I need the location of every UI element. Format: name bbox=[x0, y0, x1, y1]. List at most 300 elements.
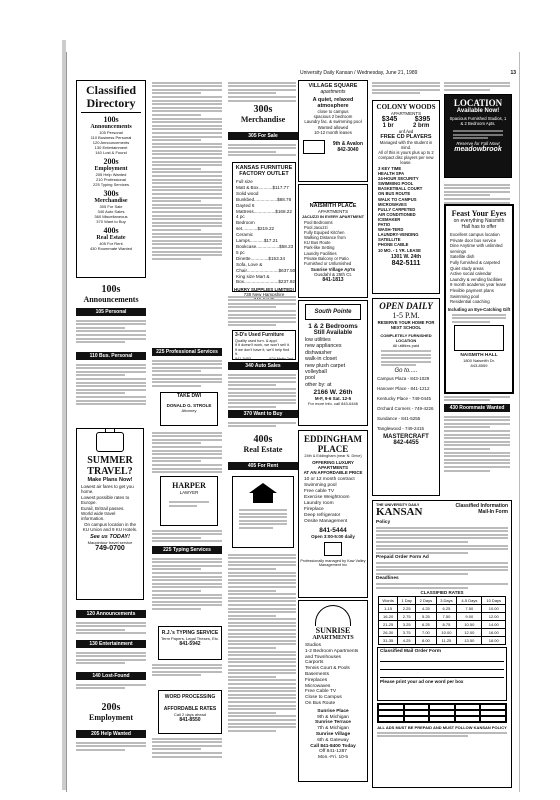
vs-line1: VILLAGE SQUARE bbox=[308, 83, 358, 89]
prof-text bbox=[152, 358, 222, 388]
sr-line4: 9th & Michigan bbox=[317, 714, 349, 720]
rates-cell: 7.50 bbox=[436, 613, 457, 621]
col6-text-top bbox=[444, 80, 510, 92]
cw-item: WASH-TERD bbox=[378, 227, 404, 233]
summer-phone: 749-0700 bbox=[95, 544, 125, 552]
word-grid[interactable] bbox=[377, 703, 507, 723]
page-number: 13 bbox=[510, 70, 516, 76]
kf-item: Full size bbox=[236, 179, 253, 184]
sr-line2: APARTMENTS bbox=[312, 635, 354, 641]
nh-item: 9 month academic year lease bbox=[450, 282, 507, 288]
nh-item: Dine Anytime with unlimited servings bbox=[450, 243, 503, 254]
kansan-line4: Mail-In Form bbox=[478, 509, 508, 515]
nh-line6: 843-8559 bbox=[470, 362, 488, 368]
ed-line9: Professionally managed by Kaw Valley Management Inc bbox=[300, 559, 366, 567]
col2-text-low2 bbox=[152, 662, 222, 678]
nh-item: Private door bus service bbox=[450, 237, 497, 243]
eddingham-ad bbox=[298, 430, 368, 598]
nh-item: Swimming pool bbox=[450, 293, 480, 299]
cw-item: PHONE CABLE bbox=[378, 242, 409, 248]
real-estate-heading bbox=[228, 434, 298, 454]
col2-text-low bbox=[152, 528, 222, 544]
help-bar: 205 Help Wanted bbox=[76, 730, 146, 738]
col3-text-mid bbox=[228, 294, 296, 328]
summer-travel-ad bbox=[76, 428, 144, 600]
forsale-text bbox=[228, 142, 296, 158]
kf-item: Matt & Box...........$117.77 bbox=[236, 184, 289, 190]
summer-campus: On campus location in the KU Union and 9 KU Hotels. bbox=[82, 521, 138, 533]
rates-cell: 2.25 bbox=[398, 605, 416, 613]
heading-label: Real Estate bbox=[243, 445, 283, 454]
directory-title-1: Classified bbox=[85, 83, 136, 97]
deadlines-label: Deadlines bbox=[376, 576, 399, 582]
np-item: Park-like Setting bbox=[304, 245, 335, 251]
mail-order-box bbox=[377, 647, 507, 701]
directory-item: 340 Auto Sales bbox=[97, 209, 125, 214]
form-footer: ALL ADS MUST BE PREPAID AND MUST FOLLOW KANSAN POLICY bbox=[377, 725, 507, 731]
naismith-hall-ad bbox=[444, 204, 514, 394]
nh-item: Laundry & vending facilities bbox=[450, 276, 503, 282]
sr-item: Studios bbox=[305, 643, 321, 648]
vs-line7: Wanted allowed bbox=[317, 124, 349, 130]
vs-line5: spacious 2 bedroom bbox=[313, 114, 353, 120]
ed-item: Swimming pool bbox=[304, 483, 337, 488]
ed-item: Laundry room bbox=[304, 501, 334, 506]
nh-line3: Including an Eye-Catching Gift bbox=[447, 306, 511, 312]
ann120-text bbox=[76, 620, 146, 636]
wp-line3: Call 2 days ahead bbox=[173, 712, 207, 717]
kf-item: Bunkbed..................$88.76 bbox=[236, 196, 292, 202]
od-location: Hanover Place - 841-1212 bbox=[377, 386, 430, 392]
od-line2: 1-5 P.M. bbox=[392, 311, 420, 320]
cw-item: ON BUS ROUTE bbox=[378, 191, 411, 197]
ed-line1: EDDINGHAM bbox=[304, 434, 362, 444]
directory-item: 305 For Sale bbox=[99, 204, 123, 209]
rates-cell: 3.25 bbox=[398, 621, 416, 629]
rates-title: CLASSIFIED RATES bbox=[420, 590, 464, 596]
sr-item: 1-2 Bedroom Apartments and Townhouses bbox=[305, 648, 359, 660]
od-line5: All utilities paid bbox=[392, 343, 420, 348]
rjs-line1: R.J.'s TYPING SERVICE bbox=[161, 630, 219, 636]
open-daily-ad bbox=[372, 298, 440, 496]
sr-line7: Sunrise Village bbox=[315, 731, 351, 737]
rates-header-cell: 3 Days bbox=[436, 597, 457, 605]
group-name: Real Estate bbox=[96, 235, 126, 241]
south-pointe-ad bbox=[298, 300, 368, 426]
sp-line2: 1 & 2 Bedrooms bbox=[308, 323, 358, 330]
harper-line1: HARPER bbox=[172, 481, 206, 490]
kansan-line3: Classified Information bbox=[455, 503, 508, 509]
ed-item: Fireplace bbox=[304, 507, 324, 512]
directory-group bbox=[77, 115, 145, 251]
rates-cell: 8.00 bbox=[416, 637, 437, 645]
nh-line4: NAISMITH HALL bbox=[460, 352, 498, 358]
directory-item: 225 Typing Services bbox=[93, 182, 129, 187]
sr-line1: SUNRISE bbox=[315, 626, 351, 635]
ed-line4: OFFERING LUXURY bbox=[312, 460, 354, 465]
heading-number: 300s bbox=[253, 104, 273, 115]
word-box[interactable] bbox=[455, 716, 481, 722]
vs-line9: 9th & Avalon bbox=[332, 141, 364, 148]
summer-title-2: TRAVEL? bbox=[87, 466, 133, 477]
rates-cell: 14.00 bbox=[482, 621, 506, 629]
word-box[interactable] bbox=[378, 716, 404, 722]
lost-text bbox=[76, 682, 146, 691]
summer-sub: Make Plans Now! bbox=[87, 477, 133, 483]
auto-text bbox=[228, 372, 296, 410]
ent130-text bbox=[76, 650, 146, 666]
cw-price-1: $345 bbox=[381, 116, 398, 123]
uf-address: 624 Ninth 2nd bbox=[269, 356, 293, 361]
rates-cell: 16-20 bbox=[379, 613, 398, 621]
cw-item: ICEMAKER bbox=[378, 216, 401, 222]
rates-cell: 1-15 bbox=[379, 605, 398, 613]
sp-item: volleyball bbox=[305, 369, 327, 376]
ann120-bar: 120 Announcements bbox=[76, 610, 146, 618]
sr-item: Tennis Court & Pools bbox=[305, 666, 350, 672]
merchandise-heading bbox=[228, 104, 298, 124]
directory-item: 105 Personal bbox=[99, 130, 123, 135]
rates-row bbox=[379, 605, 506, 613]
kf-item: Sofa, Love & bbox=[236, 261, 263, 267]
group-name: Employment bbox=[94, 166, 128, 172]
rates-cell: 4.25 bbox=[416, 605, 437, 613]
employment-heading bbox=[76, 702, 146, 722]
help-text bbox=[76, 740, 146, 752]
od-line8: 842-4455 bbox=[393, 440, 419, 447]
rates-cell: 26-30 bbox=[379, 629, 398, 637]
rates-header-cell: 2 Days bbox=[416, 597, 437, 605]
summer-agency: Maupintour travel service bbox=[87, 539, 133, 545]
group-number: 400s bbox=[103, 226, 119, 235]
heading-number: 100s bbox=[101, 284, 121, 295]
mail-order-title: Classified Mail Order Form bbox=[380, 649, 442, 655]
wp-line4: 841-8550 bbox=[179, 717, 201, 723]
trees-icon bbox=[313, 188, 353, 203]
cw-item: HEALTH SPA bbox=[378, 171, 405, 177]
sr-line8: 6th & Gateway bbox=[317, 737, 349, 743]
np-item: Pool Jacuzzi bbox=[304, 225, 328, 231]
ent130-bar: 130 Entertainment bbox=[76, 640, 146, 648]
col2-text-mid bbox=[152, 430, 222, 475]
rates-cell: 3.75 bbox=[398, 629, 416, 637]
harper-line2: LAWYER bbox=[179, 490, 199, 495]
rates-cell: 10.50 bbox=[457, 621, 482, 629]
cw-bed-1: 1 br bbox=[382, 123, 394, 129]
sun-icon bbox=[315, 605, 351, 626]
kf-item: Ceramic Lamps...........$17.21 bbox=[236, 232, 278, 244]
typing-bar: 225 Typing Services bbox=[152, 546, 222, 554]
directory-item: 130 Entertainment bbox=[94, 145, 128, 150]
vs-line4: close to campus bbox=[317, 109, 349, 114]
np-item: Pool Bedrooms bbox=[304, 220, 333, 225]
forrent-bar: 405 For Rent bbox=[228, 462, 298, 470]
kf-line1: KANSAS FURNITURE bbox=[235, 165, 293, 171]
sp-item: new plush carpet bbox=[305, 362, 346, 369]
nh-line1: Feast Your Eyes bbox=[451, 209, 507, 218]
rates-cell: 5.25 bbox=[416, 613, 437, 621]
cw-line5: Managed with the student in mind. bbox=[379, 140, 433, 150]
wp-line2: AFFORDABLE RATES bbox=[163, 706, 217, 712]
sp-logo: South Pointe bbox=[305, 304, 361, 320]
sr-item: On Bus Route bbox=[305, 700, 336, 706]
od-location: Orchard Corners - 749-4226 bbox=[377, 406, 434, 412]
loc-line2: Available Now! bbox=[456, 108, 500, 114]
sunrise-ad bbox=[298, 600, 368, 782]
od-line6: Go to..... bbox=[394, 368, 418, 375]
cw-item: LAUNDRY-VENDING bbox=[378, 232, 419, 238]
cw-item: MICROWAVES bbox=[378, 201, 407, 207]
directory-item: 370 Want to Buy bbox=[96, 219, 126, 224]
cw-item: FULLY CARPETED bbox=[378, 206, 416, 212]
sr-line10: Off 841-1287 bbox=[319, 749, 347, 755]
cw-line8: 842-5111 bbox=[391, 259, 421, 267]
rates-row bbox=[379, 613, 506, 621]
cw-line1: COLONY WOODS bbox=[376, 103, 436, 111]
biz-personal-text bbox=[76, 362, 146, 407]
sr-item: Microwaves bbox=[305, 683, 331, 689]
col2-text-top bbox=[152, 80, 222, 261]
kf-item: Dayted 6 bbox=[236, 202, 255, 208]
np-item: Walking Distance from bbox=[304, 235, 346, 241]
kf-item: Chair.........................$637.50 bbox=[236, 267, 296, 273]
loc-logo: meadowbrook bbox=[454, 146, 502, 154]
sp-item: dishwasher bbox=[305, 349, 332, 356]
forsale-bar: 305 For Sale bbox=[228, 132, 298, 140]
sr-line9: Call 841-8400 Today bbox=[310, 743, 356, 749]
word-box[interactable] bbox=[429, 716, 455, 722]
sr-item: Free Cable TV bbox=[305, 689, 337, 695]
lost-bar: 140 Lost-Found bbox=[76, 672, 146, 680]
rates-cell: 7.50 bbox=[457, 605, 482, 613]
cw-price-2: $395 bbox=[414, 116, 431, 123]
announcements-heading bbox=[76, 284, 146, 304]
dwi-ad bbox=[160, 392, 218, 426]
cw-line4: FREE CD PLAYERS bbox=[380, 134, 432, 140]
rates-cell: 21-25 bbox=[379, 621, 398, 629]
map-icon bbox=[324, 542, 342, 556]
vs-line8: 10-12 month leases bbox=[314, 129, 352, 135]
np-line6: 841-1813 bbox=[322, 276, 344, 283]
ed-item: 10 or 12 month contract bbox=[304, 477, 355, 482]
cw-item: WALK TO CAMPUS bbox=[378, 196, 417, 202]
word-box[interactable] bbox=[404, 716, 430, 722]
location-ad bbox=[444, 94, 512, 178]
rates-row bbox=[379, 637, 506, 645]
np-item: Furnished or Unfurnished bbox=[304, 260, 352, 266]
rates-cell: 11.25 bbox=[436, 637, 457, 645]
rates-row bbox=[379, 621, 506, 629]
directory-item: 405 For Rent bbox=[99, 241, 123, 246]
cw-item: SWIMMING POOL bbox=[378, 181, 414, 187]
np-line1: NAISMITH PLACE bbox=[309, 203, 357, 209]
heading-label: Merchandise bbox=[240, 115, 286, 124]
loc-line3: Spacious Furnished Studios, 1 & 2 Bedroom Apts. bbox=[449, 116, 507, 126]
ed-line2: PLACE bbox=[317, 444, 349, 454]
od-location: Sundance - 841-5255 bbox=[377, 416, 421, 422]
kansan-logo: KANSAN bbox=[376, 506, 423, 518]
rjs-typing-ad bbox=[158, 626, 222, 660]
od-line7: MASTERCRAFT bbox=[383, 434, 429, 441]
cw-bed-2: 2 brm bbox=[412, 123, 430, 129]
sp-line3: Still Available bbox=[313, 330, 353, 336]
group-name: Announcements bbox=[90, 124, 132, 130]
prepaid-label: Prepaid Order Form Ad bbox=[376, 555, 429, 561]
np-item: Private Balcony or Patio bbox=[304, 255, 349, 261]
sr-item: Carports bbox=[305, 660, 324, 666]
used-furniture-ad bbox=[232, 330, 296, 360]
uf-line1: 3-D's Used Furniture bbox=[235, 332, 284, 338]
group-number: 100s bbox=[103, 115, 119, 124]
cw-item: 10 MO. - 1 YR. LEASE bbox=[378, 247, 421, 253]
want-bar: 370 Want to Buy bbox=[228, 410, 298, 418]
kf-item: Box...........................$237.92 bbox=[236, 279, 295, 285]
nh-item: Active social calendar bbox=[450, 271, 492, 277]
house-icon bbox=[249, 483, 277, 493]
nh-item: Satellite dish bbox=[450, 254, 475, 260]
sr-line3: Sunrise Place bbox=[317, 708, 349, 714]
sp-item: other by: at bbox=[305, 381, 332, 388]
kf-line2: FACTORY OUTLET bbox=[239, 171, 289, 177]
ed-line5: APARTMENTS bbox=[317, 465, 349, 470]
uf-line3: If it doesn't work, we won't sell it. bbox=[235, 343, 290, 348]
heading-number: 400s bbox=[253, 434, 273, 445]
rates-header-cell: 10 Days bbox=[482, 597, 506, 605]
rates-cell: 4.25 bbox=[398, 637, 416, 645]
directory-title-2: Directory bbox=[86, 96, 136, 110]
harper-ad bbox=[160, 476, 218, 526]
directory-item: 210 Professional bbox=[96, 177, 126, 182]
summer-title-1: SUMMER bbox=[87, 455, 133, 466]
kf-item: Bedroom set............$219.22 bbox=[236, 220, 275, 232]
kf-item: Bookcase..................$58.23 bbox=[236, 243, 294, 249]
np-line3: JACUZZI IN EVERY APARTMENT bbox=[301, 214, 365, 219]
directory-item: 120 Announcements bbox=[92, 140, 130, 145]
col3-text-top bbox=[228, 80, 296, 103]
uf-phone: 841-5453 bbox=[235, 356, 252, 361]
wp-line1: WORD PROCESSING bbox=[164, 694, 216, 700]
col2-text-bottom bbox=[152, 736, 222, 759]
kf-item: Mattress.................$168.22 bbox=[236, 208, 292, 214]
ed-hours: Open 3:00-5:00 daily bbox=[311, 534, 355, 539]
cw-item: 24-HOUR SECURITY bbox=[378, 176, 419, 182]
address-line[interactable] bbox=[380, 662, 504, 670]
loc-line4: Reserve for Fall Now! bbox=[456, 141, 500, 147]
rates-cell: 13.50 bbox=[457, 637, 482, 645]
cw-line6: All of this is yours plus up to 2 compact disc players per new lease. bbox=[378, 150, 434, 165]
vs-line6: Laundry fac. & swimming pool bbox=[304, 119, 362, 125]
village-square-ad bbox=[298, 80, 368, 182]
name-line[interactable] bbox=[380, 654, 504, 662]
col3-text-low bbox=[228, 552, 296, 733]
policy-label: Policy bbox=[376, 520, 391, 525]
rates-cell: 10.00 bbox=[436, 629, 457, 637]
cw-item: AIR CONDITIONED bbox=[378, 211, 416, 217]
sr-line6: 7th & Michigan bbox=[317, 726, 349, 732]
rates-cell: 12.00 bbox=[457, 629, 482, 637]
roommate-text bbox=[444, 414, 510, 473]
np-item: Laundry Facilities bbox=[304, 250, 337, 256]
np-item: KU Bus Route bbox=[304, 240, 331, 246]
sr-line11: Mon.-Fri. 10-5 bbox=[317, 755, 349, 761]
directory-item: 110 Business Personal bbox=[90, 135, 132, 140]
prof-bar: 225 Professional Services bbox=[152, 348, 222, 356]
classified-directory bbox=[76, 80, 146, 278]
rates-cell: 8.75 bbox=[436, 621, 457, 629]
equal-housing-ad bbox=[232, 476, 294, 548]
summer-bullet: Lowest air fares to get you home. bbox=[81, 484, 134, 495]
word-box[interactable] bbox=[480, 716, 506, 722]
sp-item: walk-in closet bbox=[305, 356, 337, 363]
personal-text bbox=[76, 318, 146, 345]
rates-row bbox=[379, 629, 506, 637]
ed-item: Free cable TV bbox=[304, 489, 335, 494]
uf-line2: Quality used furn. & appl. bbox=[235, 339, 278, 343]
ed-line3: 24th & Eddingham (near N. Drive) bbox=[304, 454, 362, 458]
want-text bbox=[228, 420, 296, 429]
sp-item: new appliances bbox=[305, 343, 342, 350]
heading-number: 200s bbox=[101, 702, 121, 713]
sr-item: Fireplaces bbox=[305, 677, 328, 683]
col5-text-top bbox=[372, 80, 440, 96]
rates-cell: 18.00 bbox=[482, 637, 506, 645]
ed-item: Onsite Management bbox=[304, 519, 348, 524]
dwi-line3: Attorney bbox=[181, 408, 197, 413]
rates-header-cell: 1 Day bbox=[398, 597, 416, 605]
np-line4: Sunrise Village Ap'ts bbox=[310, 266, 356, 272]
vs-line10: 842-3040 bbox=[337, 147, 359, 154]
nh-item: Residential coaching bbox=[450, 299, 490, 305]
dates-line[interactable] bbox=[380, 670, 504, 678]
kf-item: King size Mart & bbox=[236, 273, 270, 279]
cw-item: BASKETBALL COURT bbox=[378, 186, 423, 192]
od-location: Kentucky Place - 749-0445 bbox=[377, 396, 432, 402]
directory-item: 205 Help Wanted bbox=[95, 172, 127, 177]
rates-cell: 7.00 bbox=[416, 629, 437, 637]
np-line5: Ousdahl & 25th Ct. bbox=[313, 271, 353, 277]
vs-line2: apartments bbox=[320, 89, 346, 95]
kansan-line1: THE UNIVERSITY DAILY bbox=[376, 503, 420, 507]
rates-table bbox=[378, 596, 506, 645]
nh-line5: 1800 Naismith Dr. bbox=[463, 357, 495, 363]
summer-bullet: Eurail, Britrail passes. bbox=[81, 505, 125, 511]
sp-item: low utilities bbox=[305, 337, 331, 343]
building-icon bbox=[303, 140, 325, 154]
kansan-mailin-form bbox=[372, 500, 512, 788]
heading-label: Announcements bbox=[83, 295, 139, 304]
sp-line4: 2166 W. 26th bbox=[313, 389, 353, 397]
suitcase-icon bbox=[96, 432, 124, 452]
uf-line4: If we don't have it, we'll help find it. bbox=[235, 347, 290, 357]
rates-header-row bbox=[379, 597, 506, 605]
naismith-hall-building-icon bbox=[454, 325, 504, 351]
page-header bbox=[300, 70, 516, 76]
personal-bar: 105 Personal bbox=[76, 308, 146, 316]
group-name: Merchandise bbox=[94, 198, 128, 204]
rjs-line2: Term Papers, Legal Theses, Etc. bbox=[161, 636, 219, 641]
od-line3: RESERVE YOUR HOME FOR NEXT SCHOOL bbox=[377, 320, 435, 330]
kansas-furniture-ad bbox=[232, 162, 296, 292]
rates-cell: 2.75 bbox=[398, 613, 416, 621]
od-location: Tanglewood - 749-2415 bbox=[377, 426, 425, 432]
rates-cell: 31-35 bbox=[379, 637, 398, 645]
group-number: 200s bbox=[103, 157, 119, 166]
sr-item: Basements bbox=[305, 671, 329, 677]
word-processing-ad bbox=[158, 690, 222, 734]
group-number: 300s bbox=[103, 189, 119, 198]
np-line2: APARTMENTS bbox=[317, 209, 349, 214]
nh-item: Excellent campus location bbox=[450, 232, 500, 237]
